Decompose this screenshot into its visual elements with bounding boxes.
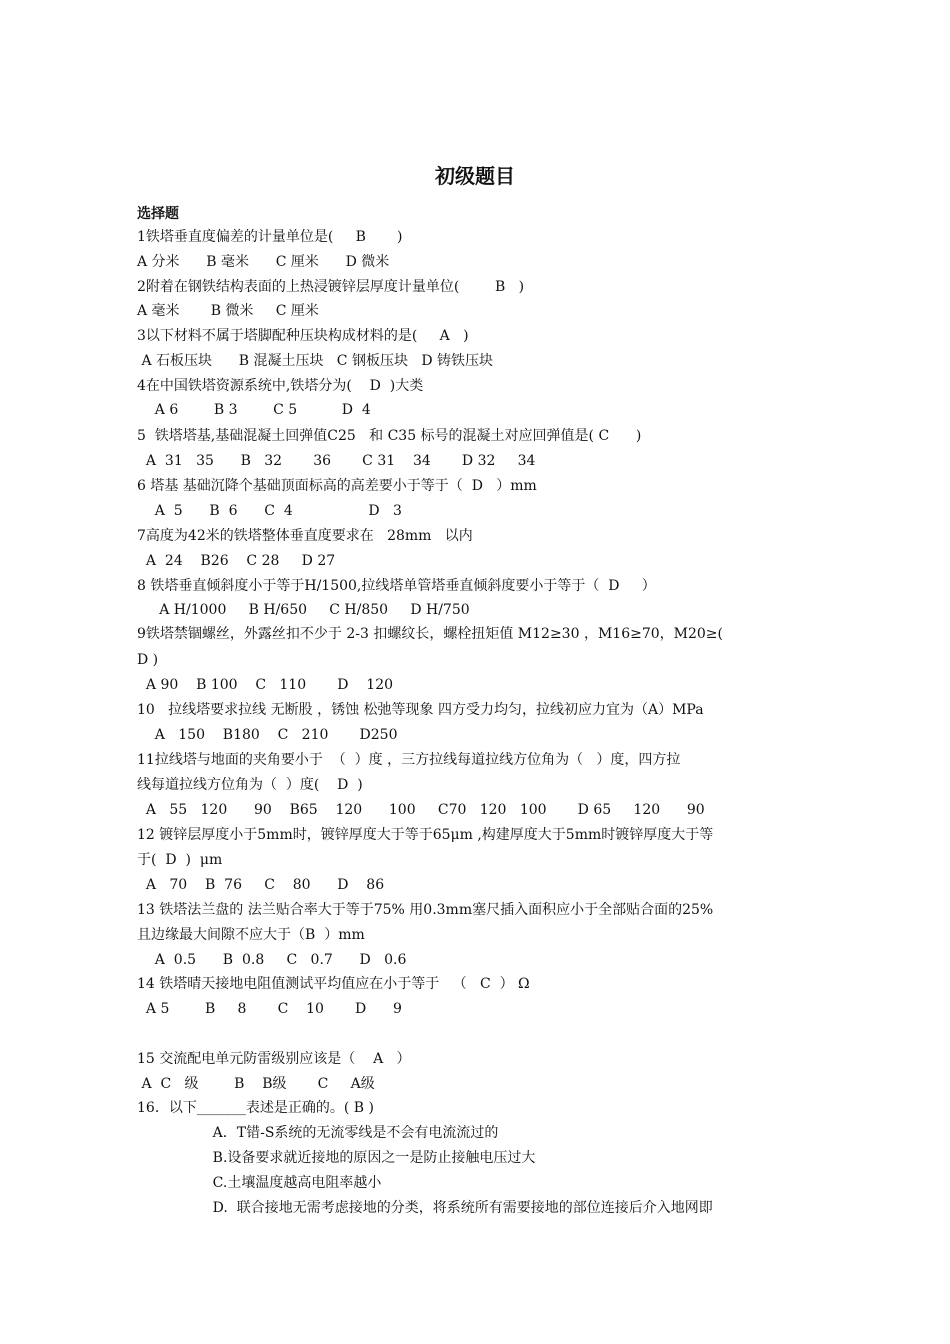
text-line: A 0.5 B 0.8 C 0.7 D 0.6 <box>137 952 407 968</box>
text-line: D ) <box>137 652 159 668</box>
text-line: A 分米 B 毫米 C 厘米 D 微米 <box>137 254 390 270</box>
text-line: A 5 B 8 C 10 D 9 <box>137 1001 402 1017</box>
text-line: A C 级 B B级 C A级 <box>137 1076 375 1092</box>
text-line: 8 铁塔垂直倾斜度小于等于H/1500,拉线塔单管塔垂直倾斜度要小于等于（ D ） <box>137 578 656 594</box>
text-line: A 5 B 6 C 4 D 3 <box>137 503 402 519</box>
text-line: 6 塔基 基础沉降个基础顶面标高的高差要小于等于（ D ）mm <box>137 478 537 494</box>
text-line: 3以下材料不属于塔脚配种压块构成材料的是( A ) <box>137 328 469 344</box>
text-line: 7高度为42米的铁塔整体垂直度要求在 28mm 以内 <box>137 528 473 544</box>
text-line: 4在中国铁塔资源系统中,铁塔分为( D )大类 <box>137 378 424 394</box>
text-line: 2附着在钢铁结构表面的上热浸镀锌层厚度计量单位( B ) <box>137 279 525 295</box>
text-line: D. 联合接地无需考虑接地的分类，将系统所有需要接地的部位连接后介入地网即 <box>137 1200 713 1216</box>
text-line: 9铁塔禁锢螺丝，外露丝扣不少于 2-3 扣螺纹长，螺栓扭矩值 M12≥30 ，M16≥70，M20≥( <box>137 626 723 642</box>
text-line: B.设备要求就近接地的原因之一是防止接触电压过大 <box>137 1150 536 1166</box>
text-line: 13 铁塔法兰盘的 法兰贴合率大于等于75% 用0.3mm塞尺插入面积应小于全部贴合面的25% <box>137 902 714 918</box>
text-line: 于( D ) μm <box>137 852 223 868</box>
text-line: 14 铁塔晴天接地电阻值测试平均值应在小于等于 （ C ） Ω <box>137 976 530 992</box>
section-heading: 选择题 <box>137 206 179 222</box>
text-line: A 石板压块 B 混凝土压块 C 钢板压块 D 铸铁压块 <box>137 353 493 369</box>
text-line: A 150 B180 C 210 D250 <box>137 727 398 743</box>
text-line: 1铁塔垂直度偏差的计量单位是( B ) <box>137 229 403 245</box>
page-title: 初级题目 <box>435 164 515 188</box>
text-line: C.土壤温度越高电阻率越小 <box>137 1175 382 1191</box>
text-line: 线每道拉线方位角为（ ）度( D ) <box>137 777 363 793</box>
text-line: 10 拉线塔要求拉线 无断股 ，锈蚀 松弛等现象 四方受力均匀，拉线初应力宜为（A）MPa <box>137 702 704 718</box>
text-line: 且边缘最大间隙不应大于（B ）mm <box>137 927 365 943</box>
text-line: A 31 35 B 32 36 C 31 34 D 32 34 <box>137 453 536 469</box>
text-line: A 90 B 100 C 110 D 120 <box>137 677 394 693</box>
text-line: A 55 120 90 B65 120 100 C70 120 100 D 65 120 90 <box>137 802 705 818</box>
text-line: A 24 B26 C 28 D 27 <box>137 553 336 569</box>
text-line: A 70 B 76 C 80 D 86 <box>137 877 385 893</box>
text-line: 16．以下_______表述是正确的。( B ) <box>137 1100 374 1116</box>
text-line: 5 铁塔塔基,基础混凝土回弹值C25 和 C35 标号的混凝土对应回弹值是( C ) <box>137 428 642 444</box>
text-line: A．T错-S系统的无流零线是不会有电流流过的 <box>137 1125 499 1141</box>
text-line: A H/1000 B H/650 C H/850 D H/750 <box>137 602 470 618</box>
text-line: 12 镀锌层厚度小于5mm时，镀锌厚度大于等于65μm ,构建厚度大于5mm时镀锌厚度大于等 <box>137 827 714 843</box>
text-line: 11拉线塔与地面的夹角要小于 （ ）度 ，三方拉线每道拉线方位角为（ ）度，四方拉 <box>137 752 681 768</box>
text-line: 15 交流配电单元防雷级别应该是（ A ） <box>137 1051 411 1067</box>
text-line: A 毫米 B 微米 C 厘米 <box>137 303 319 319</box>
text-line: A 6 B 3 C 5 D 4 <box>137 402 371 418</box>
